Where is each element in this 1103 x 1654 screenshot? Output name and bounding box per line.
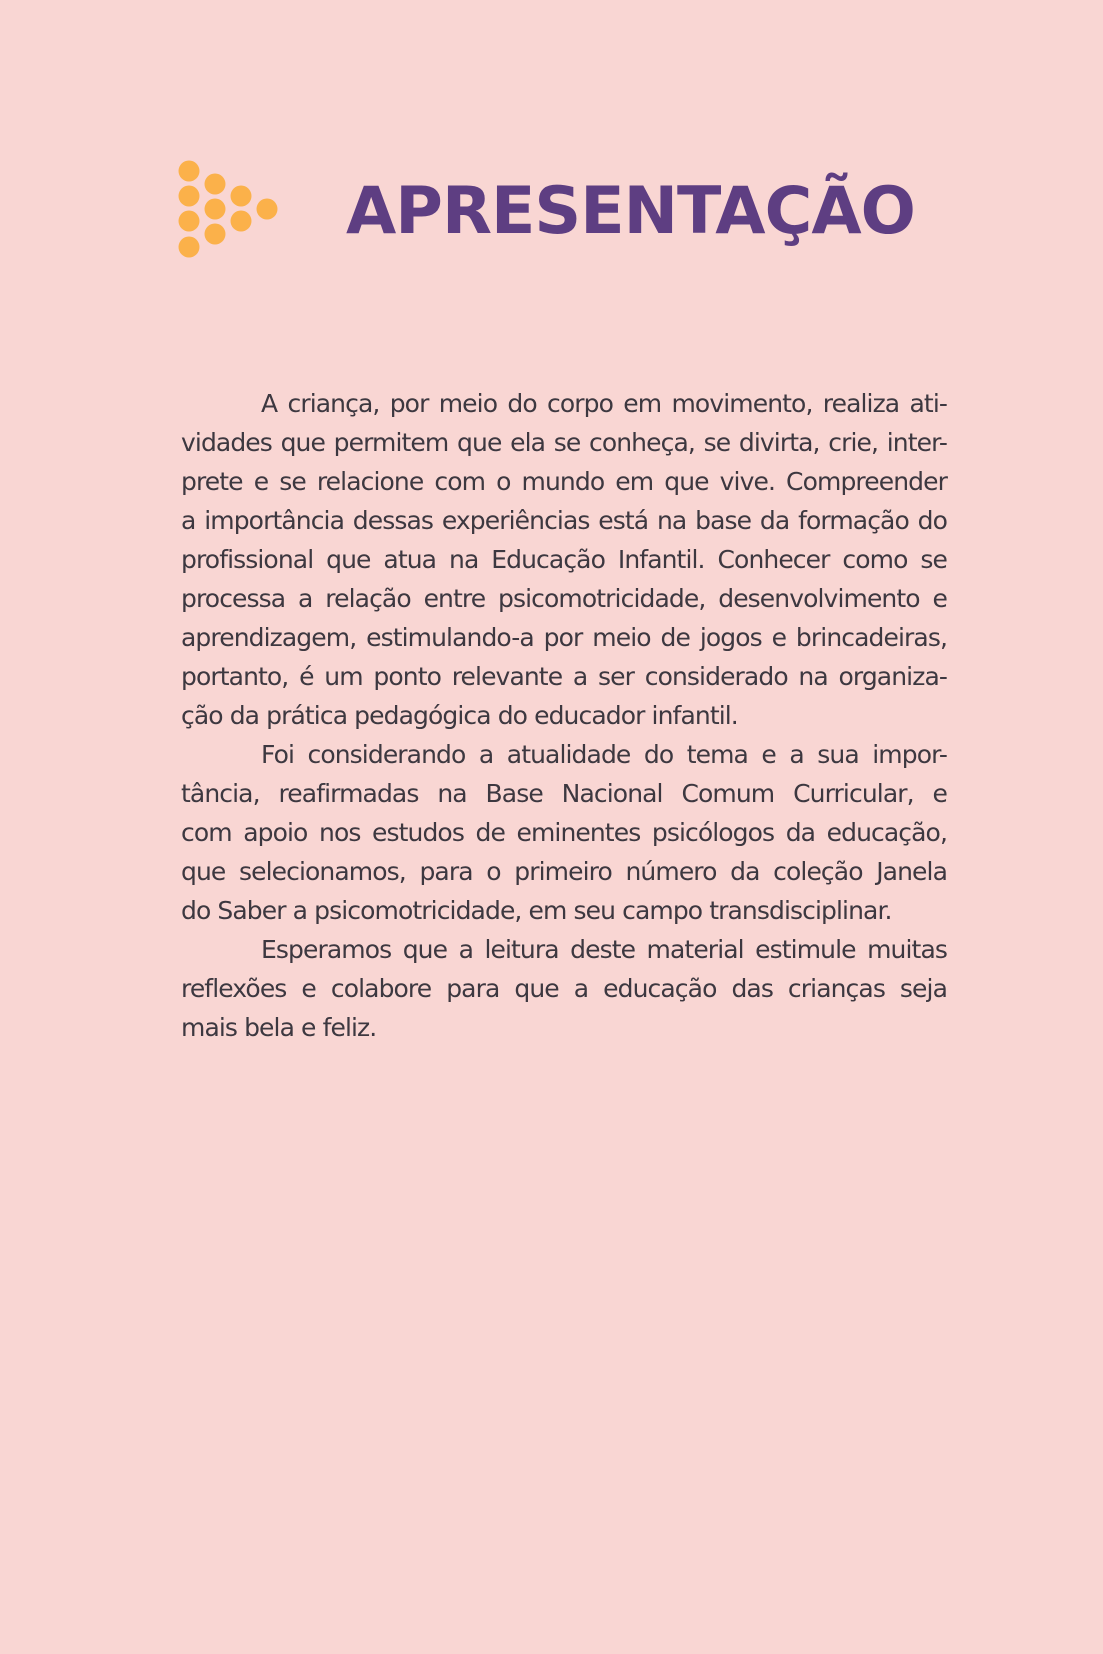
text-line: que selecionamos, para o primeiro número da coleção Janela: [181, 857, 947, 886]
arrow-dots-icon: [178, 160, 280, 264]
text-line: tância, reafirmadas na Base Nacional Comum Curricular, e: [181, 779, 947, 808]
paragraph: [181, 735, 947, 930]
body-text: [181, 384, 947, 1047]
text-line: com apoio nos estudos de eminentes psicólogos da educação,: [181, 818, 947, 847]
text-line: Foi considerando a atualidade do tema e a sua impor-: [261, 740, 947, 769]
text-line: profissional que atua na Educação Infantil. Conhecer como se: [181, 545, 947, 574]
text-line: reflexões e colabore para que a educação das crianças seja: [181, 974, 947, 1003]
text-line: a importância dessas experiências está na base da formação do: [181, 506, 947, 535]
paragraph: [181, 384, 947, 735]
text-line: processa a relação entre psicomotricidade, desenvolvimento e: [181, 584, 947, 613]
page-title: APRESENTAÇÃO: [346, 174, 915, 249]
text-line: vidades que permitem que ela se conheça, se divirta, crie, inter-: [181, 428, 947, 457]
text-line: prete e se relacione com o mundo em que vive. Compreender: [181, 467, 947, 496]
text-line: Esperamos que a leitura deste material estimule muitas: [261, 935, 947, 964]
text-line: ção da prática pedagógica do educador infantil.: [181, 701, 738, 730]
text-line: mais bela e feliz.: [181, 1013, 377, 1042]
text-line: aprendizagem, estimulando-a por meio de jogos e brincadeiras,: [181, 623, 947, 652]
text-line: A criança, por meio do corpo em movimento, realiza ati-: [261, 389, 947, 418]
paragraph: [181, 930, 947, 1047]
text-line: do Saber a psicomotricidade, em seu campo transdisciplinar.: [181, 896, 892, 925]
text-line: portanto, é um ponto relevante a ser considerado na organiza-: [181, 662, 947, 691]
